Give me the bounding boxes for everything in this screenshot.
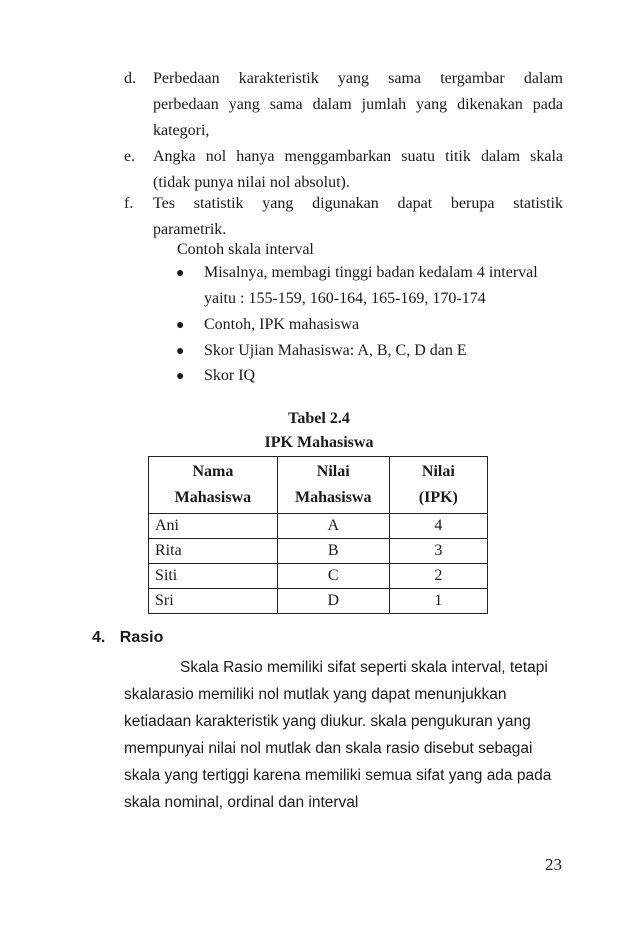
table-cell: Rita bbox=[149, 539, 278, 564]
column-header-line: Mahasiswa bbox=[174, 489, 252, 506]
table-cell: Ani bbox=[149, 514, 278, 539]
list-marker: f. bbox=[124, 195, 134, 212]
table-row bbox=[149, 589, 488, 614]
example-heading: Contoh skala interval bbox=[177, 241, 314, 258]
section-heading bbox=[92, 629, 163, 647]
paragraph-line: skala yang tertiggi karena memiliki semua sifat yang ada pada bbox=[124, 767, 552, 784]
paragraph-line: skalarasio memiliki nol mutlak yang dapat menunjukkan bbox=[124, 686, 507, 703]
body-paragraph bbox=[124, 654, 564, 816]
list-marker: d. bbox=[124, 70, 136, 87]
list-line: Tes statistik yang digunakan dapat berupa statistik bbox=[153, 195, 563, 212]
table-row bbox=[149, 539, 488, 564]
table-caption-number: Tabel 2.4 bbox=[288, 410, 350, 427]
section-number: 4. bbox=[92, 629, 106, 646]
bullet-icon: ● bbox=[176, 369, 185, 384]
table-cell: C bbox=[277, 564, 389, 589]
table-cell: B bbox=[277, 539, 389, 564]
column-header-line: Mahasiswa bbox=[295, 489, 372, 506]
list-line: perbedaan yang sama dalam jumlah yang dikenakan pada bbox=[153, 96, 563, 113]
bullet-line: Skor IQ bbox=[204, 367, 256, 384]
paragraph-line: ketiadaan karakteristik yang diukur. skala pengukuran yang bbox=[124, 713, 531, 730]
column-header bbox=[277, 457, 389, 514]
table-cell: Siti bbox=[149, 564, 278, 589]
table-cell: 4 bbox=[389, 514, 487, 539]
column-header bbox=[149, 457, 278, 514]
list-line: Perbedaan karakteristik yang sama tergambar dalam bbox=[153, 70, 563, 87]
bullet-icon: ● bbox=[176, 344, 185, 359]
column-header-line: Nilai bbox=[421, 463, 455, 480]
list-line: Angka nol hanya menggambarkan suatu titik dalam skala bbox=[153, 148, 563, 165]
paragraph-line: skala nominal, ordinal dan interval bbox=[124, 794, 359, 811]
table-cell: Sri bbox=[149, 589, 278, 614]
column-header-line: Nilai bbox=[316, 463, 350, 480]
table-row bbox=[149, 564, 488, 589]
list-line: parametrik. bbox=[153, 221, 227, 238]
bullet-icon: ● bbox=[176, 318, 185, 333]
bullet-line: Skor Ujian Mahasiswa: A, B, C, D dan E bbox=[204, 342, 467, 359]
column-header-line: (IPK) bbox=[418, 489, 458, 506]
bullet-line: Misalnya, membagi tinggi badan kedalam 4 interval bbox=[204, 264, 538, 281]
table-header-row bbox=[149, 457, 488, 514]
table-cell: 1 bbox=[389, 589, 487, 614]
list-line: kategori, bbox=[153, 122, 210, 139]
list-line: (tidak punya nilai nol absolut). bbox=[153, 174, 350, 191]
table-row bbox=[149, 514, 488, 539]
column-header bbox=[389, 457, 487, 514]
list-marker: e. bbox=[124, 148, 136, 165]
column-header-line: Nama bbox=[192, 463, 234, 480]
bullet-icon: ● bbox=[176, 266, 185, 281]
ipk-table bbox=[148, 456, 488, 614]
page-number: 23 bbox=[545, 855, 562, 874]
bullet-line: yaitu : 155-159, 160-164, 165-169, 170-174 bbox=[204, 290, 486, 307]
paragraph-line: mempunyai nilai nol mutlak dan skala rasio disebut sebagai bbox=[124, 740, 533, 757]
paragraph-line: Skala Rasio memiliki sifat seperti skala interval, tetapi bbox=[180, 659, 548, 676]
table-cell: 2 bbox=[389, 564, 487, 589]
table-caption-title: IPK Mahasiswa bbox=[264, 434, 374, 451]
section-title: Rasio bbox=[119, 629, 164, 646]
bullet-line: Contoh, IPK mahasiswa bbox=[204, 316, 360, 333]
table-cell: D bbox=[277, 589, 389, 614]
table-cell: A bbox=[277, 514, 389, 539]
table-cell: 3 bbox=[389, 539, 487, 564]
